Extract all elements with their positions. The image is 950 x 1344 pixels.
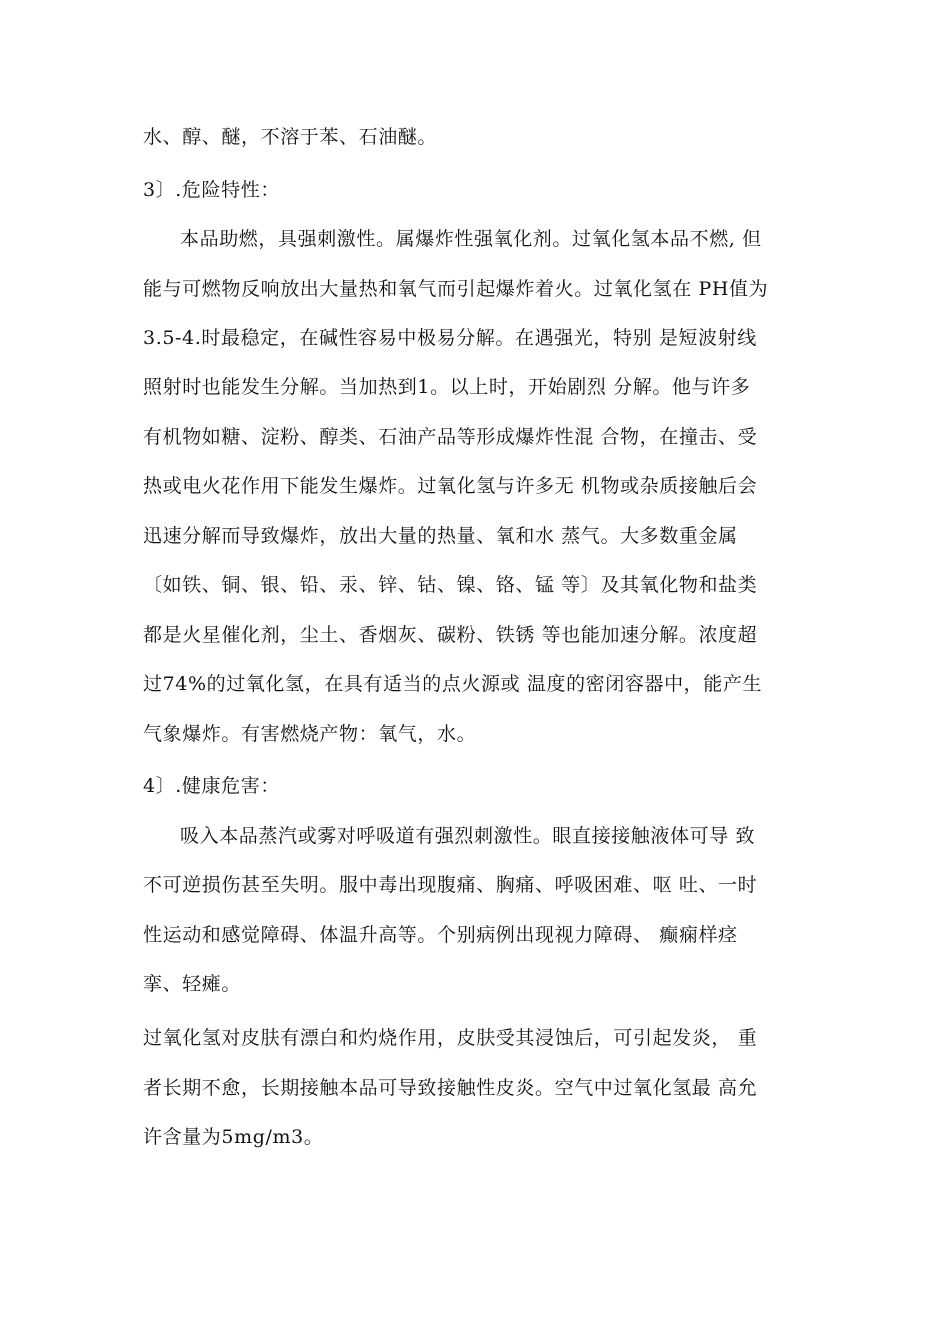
- paragraph-line: 气象爆炸。有害燃烧产物：氧气，水。: [143, 723, 477, 745]
- paragraph-line: 吸入本品蒸汽或雾对呼吸道有强烈刺激性。眼直接接触液体可导 致: [180, 825, 756, 847]
- paragraph-line: 照射时也能发生分解。当加热到1。以上时，开始剧烈 分解。他与许多: [143, 376, 751, 398]
- paragraph-line: 有机物如糖、淀粉、醇类、石油产品等形成爆炸性混 合物，在撞击、受: [143, 426, 758, 448]
- text-line-solubility: 水、醇、醚，不溶于苯、石油醚。: [143, 126, 438, 148]
- paragraph-line: 3.5-4.时最稳定，在碱性容易中极易分解。在遇强光，特别 是短波射线: [143, 327, 757, 349]
- paragraph-line: 能与可燃物反响放出大量热和氧气而引起爆炸着火。过氧化氢在 PH值为: [143, 278, 769, 300]
- paragraph-line: 挛、轻瘫。: [143, 973, 242, 995]
- paragraph-line: 过氧化氢对皮肤有漂白和灼烧作用，皮肤受其浸蚀后，可引起发炎， 重: [143, 1027, 758, 1049]
- paragraph-line: 〔如铁、铜、银、铅、汞、锌、钴、镍、铬、锰 等〕及其氧化物和盐类: [143, 574, 758, 596]
- section-heading-health-hazards: 4〕.健康危害：: [143, 775, 280, 797]
- paragraph-line: 迅速分解而导致爆炸，放出大量的热量、氧和水 蒸气。大多数重金属: [143, 525, 738, 547]
- paragraph-line: 过74%的过氧化氢，在具有适当的点火源或 温度的密闭容器中，能产生: [143, 673, 763, 695]
- section-heading-hazard-properties: 3〕.危险特性：: [143, 179, 280, 201]
- paragraph-line: 不可逆损伤甚至失明。服中毒出现腹痛、胸痛、呼吸困难、呕 吐、一时: [143, 874, 758, 896]
- paragraph-line: 许含量为5mg/m3。: [143, 1126, 324, 1148]
- paragraph-line: 者长期不愈，长期接触本品可导致接触性皮炎。空气中过氧化氢最 高允: [143, 1077, 758, 1099]
- paragraph-line: 性运动和感觉障碍、体温升高等。个别病例出现视力障碍、 癫痫样痉: [143, 924, 738, 946]
- paragraph-line: 本品助燃，具强刺激性。属爆炸性强氧化剂。过氧化氢本品不燃, 但: [180, 228, 762, 250]
- paragraph-line: 都是火星催化剂，尘土、香烟灰、碳粉、铁锈 等也能加速分解。浓度超: [143, 624, 758, 646]
- paragraph-line: 热或电火花作用下能发生爆炸。过氧化氢与许多无 机物或杂质接触后会: [143, 475, 758, 497]
